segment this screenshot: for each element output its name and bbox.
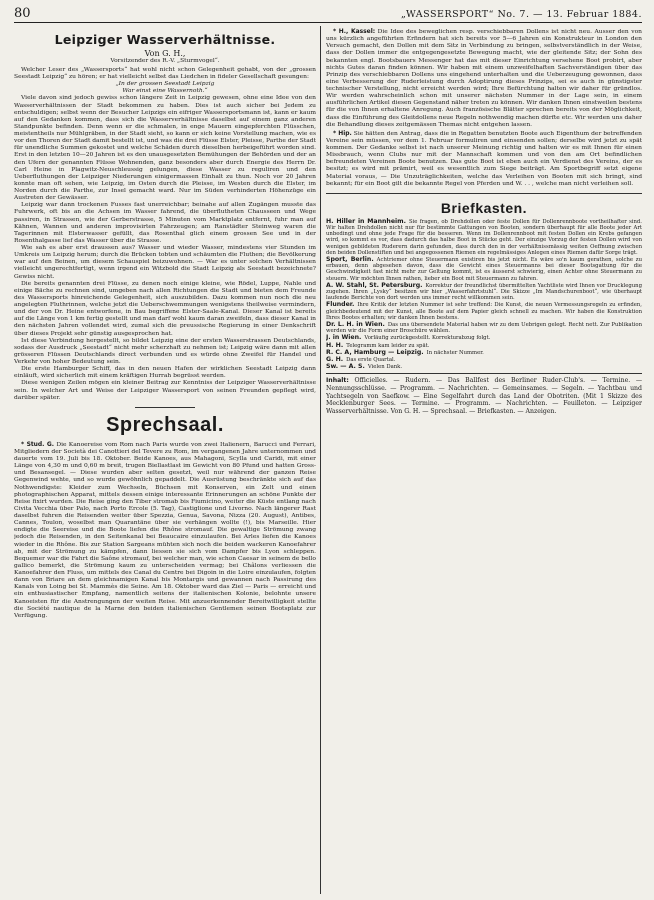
briefkasten-entry [326, 322, 642, 334]
entry-text: Sie hätten den Antrag, dass die in Regatten benutzten Boote auch Eigenthum der betreffenden Vereine sein müssen, vor dem 1. Februar formuliren und einsenden sollen; derselbe wird jetzt zu spät kommen. Der Gedanke selbst ist nach unserer Meinung richtig und halten wir es mit Ihnen für einen Missbrauch, wenn Clubs nur mit der Mannschaft kommen und von den am Ort befindlichen befreundeten Vereinen Boote benutzen. Das gute Boot ist eben auch ein Verdienst des Vereins, der es besitzt; es wird mit prämirt, weil es wesentlich zum Siege beiträgt. Am Sportbegriff setzt eigene Material voraus, — Die Unzuträglichkeiten, welche das Verleihen von Booten mit sich bringt, sind bekannt; für ein Boot gilt die bekannte Regel von Pferden und W. . . , welche man nicht verleihen soll. [326, 129, 642, 187]
entry-addressee: Sport, Berlin. [326, 255, 374, 263]
entry-text: Sie fragen, ob Drehdollen oder feste Dollen für Dollenrennboote vortheilhafter sind. Wir halten Drehdollen nicht nur für bestimmte Gattungen von Booten, sondern überhaupt für alle Boote jeder Art unbedingt und ohne jede Frage für die besseren. Wenn im Dollenrennboot mit festen Dollen ein Krebs gefangen wird, so kommt es vor, dass dadurch das halbe Boot in Stücke geht. Der einzige Vorzug der festen Dollen wird von wenigen gebildeten Ruderern darin gefunden, dass durch den in der verhältnissmässig weiten Oeffnung zwischen den beiden Dollenstiften und bei angegossenen Riemen ein regelmässiges Anlegen eines Riemen dafür Sorge trägt. [326, 218, 642, 256]
entry-text: Das erste Quartal. [346, 357, 396, 364]
briefkasten-entry [326, 219, 642, 256]
paragraph: Viele davon sind jedoch gewiss schon längere Zeit in Leipzig gewesen, ohne eine Idee von den Wasserverhältnissen der Stadt bekommen zu haben. Dies ist auch sicher bei Jedem zu entschuldigen; selbst wenn der Besucher Leipzigs ein eifriger Wassersportsmann ist, kann er kaum auf den Gedanken kommen, dass sich die Wasserverhältnisse daselbst auf einem ganz anderen Standpunkte befinden. Denn wenn er die schmalen, in enge Mauern eingepferchten Flüsschen, meistentheils nur Mühlgräben, in der Stadt sieht, so kann er sich keine Vorstellung machen, wie es vor den Thoren der Stadt damit bestellt ist, und was die drei Flüsse Elster, Pleisse, Parthe der Stadt für unendliche Summen gekostet und welche Schäden durch dieselben herbeigeführt worden sind. Erst in den letzten 10—20 Jahren ist es den unausgesetzten Bemühungen der Behörden und der an den Ufern der genannten Flüsse Wohnenden, ganz besonders aber durch Energie des Herrn Dr. Carl Heine in Plagwitz-Neuschleussig gelungen, diese Wasser zu reguliren und den Ueberfluthungen der Leipziger Niederungen einigermassen Einhalt zu thun. Noch vor 20 Jahren konnte man oft sehen, wie Leipzig, im Osten durch die Pleisse, im Westen durch die Elster, im Norden durch die Parthe, zur Insel gemacht ward. Nur im Süden verhinderten Höhenzüge ein Austreten der Gewässer. [14, 94, 316, 202]
briefkasten-entry [326, 257, 642, 282]
briefkasten-entry [326, 357, 642, 363]
left-column [14, 28, 316, 894]
entry-addressee: J. in Wien. [326, 334, 362, 342]
entry-tag: * Hip. [333, 129, 352, 137]
verse-line: War einst eine Wassernoth.“ [122, 87, 208, 95]
briefkasten-entry [326, 350, 642, 356]
entry-text: Die Idee des beweglichen resp. verschiebbaren Dollens ist nicht neu. Ausser den von uns kürzlich angeführten Erfindern hat sich bereits vor 5—6 Jahren ein Konstrukteur in London den Versuch gemacht, den Dollen mit dem Sitz in Verbindung zu bringen, selbstverständlich in der Weise, dass der Dollen immer die entgegengesetzte Bewegung macht, wie der gleitende Sitz; der Sohn des bekannten engl. Bootsbauers Messenger hat das mit dieser Einrichtung versehene Boot probirt, aber nichts Gutes daran finden können. Wir haben mit einem unzweifelhaften Sachverständigen über das Prinzip des verschiebbaren Dollens uns eingehend unterhalten und die Ueberzeugung gewonnen, dass eine Verbesserung der Ruderleistung durch Adoptirung dieses Prinzips, sei es auch in günstigster technischer Verstellung, nicht erreicht werden wird; Ihre Befürchtung halten wir daher für gründlos. Wir werden wahrscheinlich schon mit unserer nächsten Nummer in der Lage sein, in einem ausführlichen Artikel diesen Gegenstand näher treten zu können. Wir danken Ihnen einstweilen bestens für die von Ihnen erhaltene Anregung. Auch französische Blätter sprechen bereits von der Möglichkeit, dass die Einführung des Gleitdollens neue Regeln nothwendig machen dürfte etc. Wir werden uns daher die Behandlung dieses zeitgemässen Themas nicht entgehen lassen. [326, 28, 642, 128]
entry-addressee: Flunder. [326, 301, 355, 309]
article-dedication: Vorsitzender des R.-V. „Sturmvogel“. [110, 58, 220, 64]
paragraph: Leipzig war dann trockenen Fusses fast unerreichbar; beinahe auf allen Zugängen musste das Fuhrwerk, oft bis an die Achsen im Wasser fahrend, die überflutheten Chausseen und Wege passiren, in Strassen, wie der Gerberstrasse, 5 Minuten vom Marktplatz entfernt, fuhr man auf Kähnen, Wannen und anderen improvisirten Fahrzeugen; am Ranstädter Steinweg waren die Tagerinnen mit Elsterwasser gefüllt, das Rosenthal glich einem grossen See und in der Rosenthalgasse lief das Wasser über die Strasse. [14, 201, 316, 244]
page-number: 80 [14, 6, 31, 21]
page-header [14, 6, 642, 22]
article-byline: Von G. H., [144, 49, 186, 58]
contents-text: Officielles. — Rudern. — Das Ballfest des Berliner Ruder-Club's. — Termine. — Nennungsschlüsse. — Programm. — Nachrichten. — Gemeinsames. — Segeln. — Yachtbau und Yachtsegeln von Saefkow. — Eine Segelfahrt durch das Land der Obotriten. (Mit 1 Skizze des Mecklenburger Sees. — Termine. — Programm. — Nachrichten. — Feuilleton. — Leipziger Wasserverhältnisse. Von G. H. — Sprechsaal. — Briefkasten. — Anzeigen. [326, 377, 642, 415]
entry-tag: * Stud. G. [21, 440, 55, 448]
paragraph: Ist diese Verbindung hergestellt, so bildet Leipzig eine der ersten Wasserstrassen Deutschlands, sodass der Ausdruck „Seestadt“ nicht mehr scherzhaft zu nehmen ist; Leipzig wäre dann mit allen grösseren Flüssen Deutschlands direct verbunden und es würde ohne Zweifel für Handel und Verkehr von hoher Bedeutung sein. [14, 336, 316, 366]
briefkasten-heading: Briefkasten. [440, 199, 528, 216]
entry-addressee: G. H. [326, 356, 344, 364]
paragraph: Diese wenigen Zeilen mögen ein kleiner Beitrag zur Kenntniss der Leipziger Wasserverhältnisse sein. In welcher Art und Weise der Leipziger Wassersport von seinen Freunden gepflegt wird, darüber später. [14, 379, 316, 401]
entry-text: Ihre Kritik der letzten Nummer ist sehr treffend: Die Kunst, die neuen Vermessungsregeln zu erfinden, gleichbedeutend mit der Kunst, alle Boote auf dem Papier gleich schnell zu machen. Wir haben die Konstruktion Ihres Bootes erhalten; wir danken Ihnen bestens. [326, 302, 642, 321]
paragraph: Welcher Leser des „Wassersports“ hat wohl nicht schon Gelegenheit gehabt, von der „grossen Seestadt Leipzig“ zu hören; er hat vielleicht selbst das Liedchen in fideler Gesellschaft gesungen: [14, 66, 316, 81]
sprechsaal-heading: Sprechsaal. [106, 413, 224, 436]
briefkasten-entry [326, 364, 642, 370]
article-title: Leipziger Wasserverhältnisse. [54, 32, 276, 47]
column-rule [320, 26, 321, 894]
divider [135, 407, 195, 408]
entry-text: Telegramm kam leider zu spät. [346, 342, 430, 349]
entry-tag: * H., Kassel: [333, 28, 376, 35]
entry-addressee: Sw. — A. S. [326, 363, 365, 371]
running-title: „WASSERSPORT“ No. 7. — 13. Februar 1884. [400, 9, 642, 20]
entry-addressee: A. W. Stahl, St. Petersburg. [326, 281, 423, 289]
entry-text: Vorläufig zurückgestellt. Korrekturabzug folgt. [364, 335, 491, 342]
briefkasten-list [326, 219, 642, 371]
entry-addressee: Dr. L. H. in Wien. [326, 321, 385, 328]
contents-label: Inhalt: [326, 377, 349, 385]
entry-text: Vielen Dank. [367, 364, 403, 371]
entry-text: Das uns übersendete Material haben wir zu dem Uebrigen gelegt. Recht nett. Zur Publikation werden wir die Form einer Broschüre wählen. [326, 322, 642, 335]
entry-text: In nächster Nummer. [426, 349, 484, 356]
entry-addressee: H. H. [326, 341, 344, 349]
verse-line: „In der grossen Seestadt Leipzig [115, 80, 215, 88]
paragraph: Die bereits genannten drei Flüsse, zu denen noch einige kleine, wie Rödel, Luppe, Nahle und einige Bäche zu rechnen sind, umgeben nach allen Richtungen die Stadt und bieten dem Freunde des Wassersports hinreichende Gelegenheit, sich auszubilden. Dazu kommen nun noch die neu angelegten Fluthrinnen, welche jetzt die Ueberschwemmungen wenigstens theilweise vermindern, und der von Dr. Heine entworfene, in Bau begriffene Elster-Saale-Kanal. Dieser Kanal ist bereits auf die Länge von 1 km fertig gestellt und man darf wohl kaum daran zweifeln, dass dieser Kanal in den nächsten Jahren vollendet wird, zumal sich die preussische Regierung in einer Denkschrift über dieses Projekt sehr günstig ausgesprochen hat. [14, 279, 316, 337]
entry-addressee: R. C. A, Hamburg — Leipzig. [326, 348, 424, 356]
briefkasten-entry [326, 335, 642, 341]
divider [326, 193, 642, 194]
sprechsaal-entry [326, 130, 642, 187]
paragraph: Wie sah es aber erst draussen aus? Wasser und wieder Wasser, mindestens vier Stunden im Umkreis um Leipzig herum; durch die Brücken tobten und schäumten die Fluthen; die Bevölkerung war auf den Beinen, um diesem Schauspiel beizuwohnen. — War es unter solchen Verhältnissen vielleicht ungerechtfertigt, wenn irgend ein Witzbold die Stadt Leipzig als Seestadt bezeichnete? Gewiss nicht. [14, 244, 316, 280]
entry-text: Die Kanoereise vom Rom nach Paris wurde von zwei Italienern, Barucci und Ferrari, Mitgliedern der Società dei Canottieri del Tevere zu Rom, im vergangenen Jahre unternommen und dauerte vom 19. Juli bis 18. Oktober. Beide Kanoes, aus Mahagoni, Scylla und Caridi, mit einer Länge von 4,30 m und 0,60 m breit, trugen Biellastlast im Gewicht von 80 Pfund und hatten Gross- und Besansegel. — Diese wurden aber selten gesetzt, weil nur während der ganzen Reise Gegenwind wehte, und so wurde gewöhnlich gepaddelt. Die Ausrüstung beschränkte sich auf das Nothwendigste: Kleider zum Wechseln, Büchsen mit Konserven, ein Zelt und einen photographischen Apparat, mittels dessen einige interessante Erinnerungen an schöne Punkte der Reise fixirt wurden. Die Reise ging den Tiber stromab bis Fiumicino, weiter die Küste entlang nach Civita Vecchia über Palo, nach Porto Ercole (5. Tag), Castiglione und Livorno. Nach längerer Rast daselbst fuhren die Reisenden weiter über Spezzia, Genua, Savona, Nizza (20. August), Antibes, Cannes, Toulon, woselbst man Quarantäne über sie verhängen wollte (!), bis Marseille. Hier endigte die Seereise und die Boote liefen die Rhône stromauf. Die gewaltige Strömung zwang jedoch die Reisenden, in den Seitenkanal bei Beaucaire einzulaufen. Bei Arles liefen die Kanoes wieder in die Rhône. Bis zur Station Sargeans mühten sich noch die beiden wackeren Kanoefahrer ab, mit der Strömung zu kämpfen, dann liessen sie sich vom Dampfer bis Lyon schleppen. Bequemer war die Fahrt die Saône stromauf, bei welcher man, wie schon Caesar in seinem de bello gallico bemerkt, die Strömung kaum zu unterscheiden vermag; bei Châlons verliessen die Kanoefahrer den Fluss, um mittels des Canal du Centre bei Digoin in die Loire einzulaufen, folgten dann von Briare an dem gleichnamigen Kanal bis Montargis und gewannen nach Passirung des Kanals von Loing bei St. Mammès die Seine. Am 18. Oktober ward das Ziel — Paris — erreicht und ein enthusiastischer Empfang, namentlich seitens der italienischen Kolonie, belohnte unsere Kanoeisten für die Anstrengungen der weiten Reise. Mit anzuerkennender Bereitwilligkeit stellte die Société nautique de la Marne den beiden italienischen Gentlemen seinen Bootsplatz zur Verfügung. [14, 440, 316, 619]
right-column [326, 28, 642, 894]
entry-text: Achtriemer ohne Steuermann existiren bis jetzt nicht. Es wäre so'n kaum gerathen, solche zu erbauen, denn abgesehen davon, dass die Gewicht eines Steuermanns bei dieser Bootsgattung für die Geschwindigkeit fast nicht mehr zur Geltung kommt, ist es äusserst schwierig, einen Achter ohne Steuermann zu steuern. Wir möchten Ihnen rathen, lieber ein Boot mit Steuermann zu fahren. [326, 256, 642, 282]
briefkasten-entry [326, 283, 642, 302]
paragraph: Die erste Hamburger Schiff, das in den neuen Hafen der wirklichen Seestadt Leipzig dann einläuft, wird sicherlich mit einem kräftigen Hurrah begrüsst werden. [14, 365, 316, 380]
header-rule [14, 22, 642, 23]
entry-text: Korrektur der freundlichst übermittelten Yachtliste wird Ihnen vor Drucklegung zugehen. Ihren „Lysky“ besitzen wir hier „Wasserfahrtstuhl“. Die Skizze „Im Mandschurenboot“, wie überhaupt laufende Berichte von dort werden uns immer recht willkommen sein. [326, 282, 642, 302]
sprechsaal-entry [14, 441, 316, 619]
sprechsaal-entry [326, 28, 642, 128]
entry-addressee: H. Hiller in Mannheim. [326, 217, 406, 225]
table-of-contents [326, 373, 642, 415]
briefkasten-entry [326, 302, 642, 321]
briefkasten-entry [326, 343, 642, 349]
